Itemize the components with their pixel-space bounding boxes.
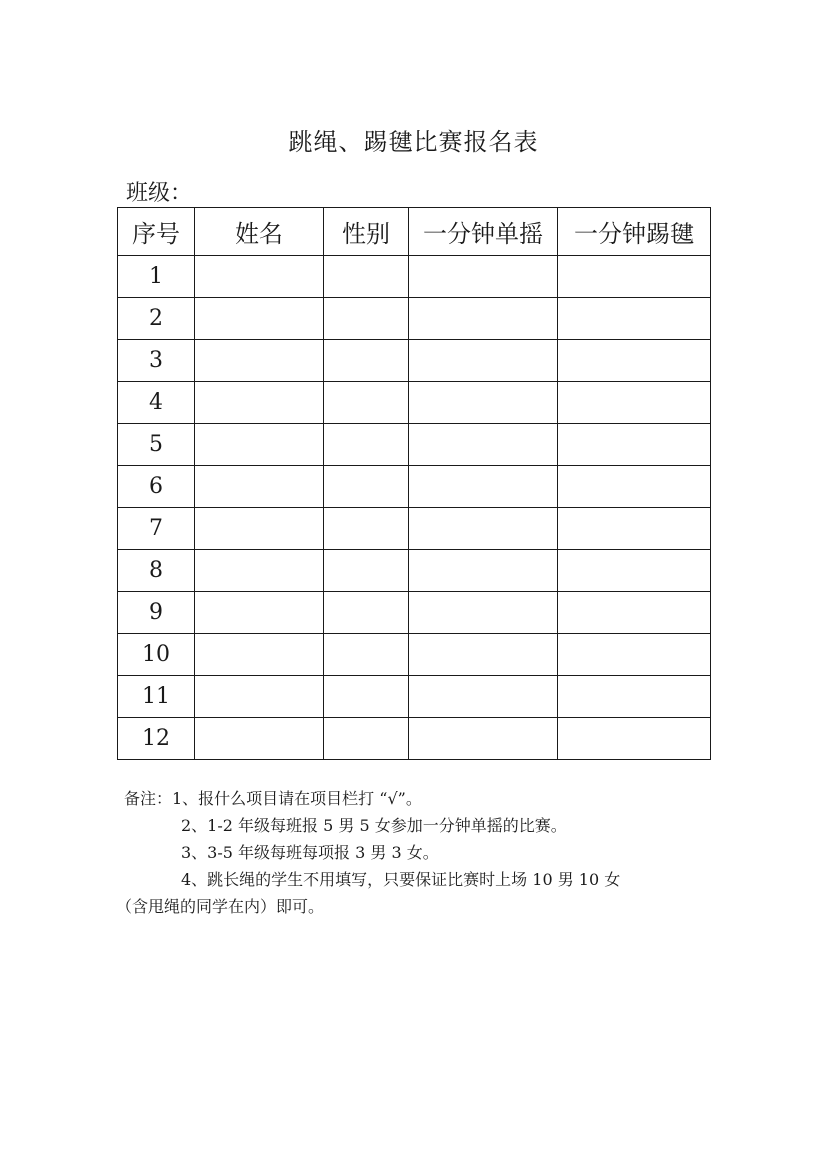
row-number: 4 bbox=[118, 382, 195, 424]
shuttlecock-cell[interactable] bbox=[558, 298, 711, 340]
gender-cell[interactable] bbox=[324, 676, 409, 718]
gender-cell[interactable] bbox=[324, 634, 409, 676]
row-number: 3 bbox=[118, 340, 195, 382]
row-number: 1 bbox=[118, 256, 195, 298]
rope-skipping-cell[interactable] bbox=[409, 466, 558, 508]
name-cell[interactable] bbox=[195, 424, 324, 466]
gender-cell[interactable] bbox=[324, 592, 409, 634]
name-cell[interactable] bbox=[195, 592, 324, 634]
shuttlecock-cell[interactable] bbox=[558, 424, 711, 466]
shuttlecock-cell[interactable] bbox=[558, 382, 711, 424]
gender-cell[interactable] bbox=[324, 382, 409, 424]
note-line-2: 2、1-2 年级每班报 5 男 5 女参加一分钟单摇的比赛。 bbox=[181, 816, 567, 835]
class-label: 班级： bbox=[126, 181, 193, 206]
gender-cell[interactable] bbox=[324, 508, 409, 550]
shuttlecock-cell[interactable] bbox=[558, 508, 711, 550]
name-cell[interactable] bbox=[195, 382, 324, 424]
name-cell[interactable] bbox=[195, 466, 324, 508]
shuttlecock-cell[interactable] bbox=[558, 340, 711, 382]
shuttlecock-cell[interactable] bbox=[558, 718, 711, 760]
name-cell[interactable] bbox=[195, 550, 324, 592]
rope-skipping-cell[interactable] bbox=[409, 676, 558, 718]
table-row bbox=[118, 634, 711, 676]
row-number: 5 bbox=[118, 424, 195, 466]
note-line-3: 3、3-5 年级每班每项报 3 男 3 女。 bbox=[181, 843, 439, 862]
note-line-4: 4、跳长绳的学生不用填写，只要保证比赛时上场 10 男 10 女 bbox=[181, 870, 621, 889]
header-gender: 性别 bbox=[324, 208, 409, 256]
rope-skipping-cell[interactable] bbox=[409, 340, 558, 382]
table-row bbox=[118, 550, 711, 592]
shuttlecock-cell[interactable] bbox=[558, 676, 711, 718]
shuttlecock-cell[interactable] bbox=[558, 256, 711, 298]
gender-cell[interactable] bbox=[324, 466, 409, 508]
name-cell[interactable] bbox=[195, 718, 324, 760]
notes bbox=[116, 785, 724, 920]
name-cell[interactable] bbox=[195, 256, 324, 298]
shuttlecock-cell[interactable] bbox=[558, 466, 711, 508]
table-row bbox=[118, 382, 711, 424]
gender-cell[interactable] bbox=[324, 550, 409, 592]
rope-skipping-cell[interactable] bbox=[409, 382, 558, 424]
table-row bbox=[118, 340, 711, 382]
row-number: 11 bbox=[118, 676, 195, 718]
rope-skipping-cell[interactable] bbox=[409, 592, 558, 634]
name-cell[interactable] bbox=[195, 340, 324, 382]
table-row bbox=[118, 424, 711, 466]
name-cell[interactable] bbox=[195, 298, 324, 340]
note-line-1: 备注：1、报什么项目请在项目栏打 “√”。 bbox=[124, 789, 422, 808]
table-row bbox=[118, 256, 711, 298]
registration-table bbox=[117, 207, 711, 760]
row-number: 8 bbox=[118, 550, 195, 592]
shuttlecock-cell[interactable] bbox=[558, 592, 711, 634]
row-number: 2 bbox=[118, 298, 195, 340]
row-number: 7 bbox=[118, 508, 195, 550]
rope-skipping-cell[interactable] bbox=[409, 718, 558, 760]
rope-skipping-cell[interactable] bbox=[409, 298, 558, 340]
gender-cell[interactable] bbox=[324, 718, 409, 760]
shuttlecock-cell[interactable] bbox=[558, 550, 711, 592]
header-number: 序号 bbox=[118, 208, 195, 256]
note-line-5: （含甩绳的同学在内）即可。 bbox=[116, 897, 325, 916]
table-row bbox=[118, 466, 711, 508]
row-number: 9 bbox=[118, 592, 195, 634]
table-row bbox=[118, 298, 711, 340]
rope-skipping-cell[interactable] bbox=[409, 508, 558, 550]
name-cell[interactable] bbox=[195, 676, 324, 718]
table-row bbox=[118, 718, 711, 760]
gender-cell[interactable] bbox=[324, 298, 409, 340]
rope-skipping-cell[interactable] bbox=[409, 256, 558, 298]
row-number: 12 bbox=[118, 718, 195, 760]
header-rope-skipping: 一分钟单摇 bbox=[409, 208, 558, 256]
rope-skipping-cell[interactable] bbox=[409, 550, 558, 592]
shuttlecock-cell[interactable] bbox=[558, 634, 711, 676]
table-row bbox=[118, 592, 711, 634]
gender-cell[interactable] bbox=[324, 256, 409, 298]
rope-skipping-cell[interactable] bbox=[409, 634, 558, 676]
row-number: 10 bbox=[118, 634, 195, 676]
page-title: 跳绳、踢毽比赛报名表 bbox=[288, 128, 539, 156]
gender-cell[interactable] bbox=[324, 424, 409, 466]
rope-skipping-cell[interactable] bbox=[409, 424, 558, 466]
name-cell[interactable] bbox=[195, 508, 324, 550]
header-row bbox=[118, 208, 711, 256]
row-number: 6 bbox=[118, 466, 195, 508]
table-row bbox=[118, 676, 711, 718]
table-row bbox=[118, 508, 711, 550]
gender-cell[interactable] bbox=[324, 340, 409, 382]
name-cell[interactable] bbox=[195, 634, 324, 676]
header-name: 姓名 bbox=[195, 208, 324, 256]
header-shuttlecock: 一分钟踢毽 bbox=[558, 208, 711, 256]
